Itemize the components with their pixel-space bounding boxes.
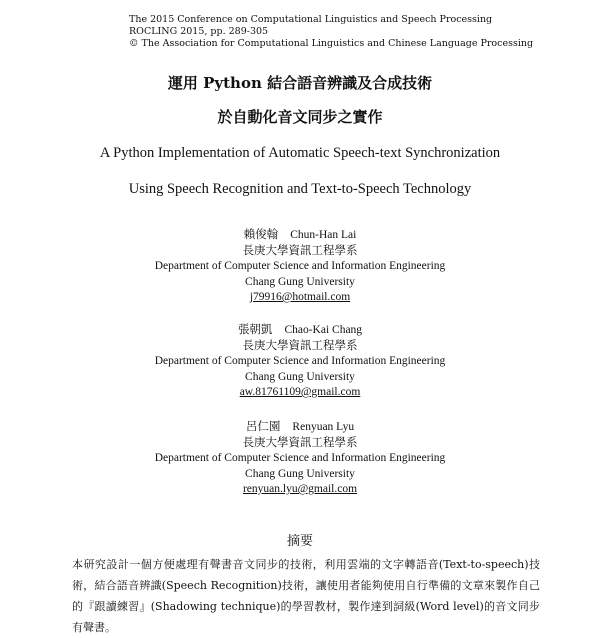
author-dept-zh: 長庚大學資訊工程學系 — [242, 244, 358, 257]
author-dept-zh: 長庚大學資訊工程學系 — [242, 339, 358, 352]
author-dept-en: Department of Computer Science and Information Engineering — [154, 355, 446, 367]
title-chinese-line-2: 於自動化音文同步之實作 — [217, 108, 383, 126]
header-proceedings-line: ROCLING 2015, pp. 289-305 — [129, 26, 269, 37]
author-name — [0, 420, 600, 436]
author-university: Chang Gung University — [245, 275, 355, 288]
author-email-link[interactable]: aw.81761109@gmail.com — [239, 386, 361, 398]
author-university: Chang Gung University — [245, 370, 355, 383]
header-copyright-line: © The Association for Computational Linguistics and Chinese Language Processing — [129, 38, 534, 49]
title-english-line-1: A Python Implementation of Automatic Speech-text Synchronization — [99, 145, 501, 161]
header-conference-line: The 2015 Conference on Computational Linguistics and Speech Processing — [129, 14, 493, 25]
author-name-zh: 賴俊翰 — [243, 229, 279, 241]
author-name-zh: 張朝凱 — [237, 324, 273, 336]
author-block — [0, 228, 600, 306]
abstract-heading: 摘要 — [286, 534, 313, 549]
author-name-en: Chun-Han Lai — [290, 229, 357, 241]
author-block — [0, 420, 600, 498]
abstract-text: 本研究設計一個方便處理有聲書音文同步的技術，利用雲端的文字轉語音(Text-to-speech)技術，結合語音辨識(Speech Recognition)技術，讓使用者能夠使用自行準備的文章來製作自己的『跟讀練習』(Shadowing technique)的學習教材，製作達到詞級(Word level)的音文同步有聲書。 — [72, 558, 540, 634]
conference-header — [129, 14, 533, 50]
author-name-zh: 呂仁園 — [245, 421, 281, 433]
author-email-link[interactable]: renyuan.lyu@gmail.com — [242, 483, 358, 495]
author-dept-zh: 長庚大學資訊工程學系 — [242, 436, 358, 449]
author-dept-en: Department of Computer Science and Information Engineering — [154, 452, 446, 464]
author-name — [0, 323, 600, 339]
author-block — [0, 323, 600, 401]
title-english-line-2: Using Speech Recognition and Text-to-Speech Technology — [128, 181, 472, 197]
author-university: Chang Gung University — [245, 467, 355, 480]
author-dept-en: Department of Computer Science and Information Engineering — [154, 260, 446, 272]
abstract-body — [72, 554, 540, 638]
author-email-link[interactable]: j79916@hotmail.com — [249, 291, 351, 303]
author-name — [0, 228, 600, 244]
author-name-en: Chao-Kai Chang — [284, 324, 363, 336]
author-name-en: Renyuan Lyu — [292, 421, 355, 433]
title-chinese-line-1: 運用 Python 結合語音辨識及合成技術 — [167, 74, 433, 92]
